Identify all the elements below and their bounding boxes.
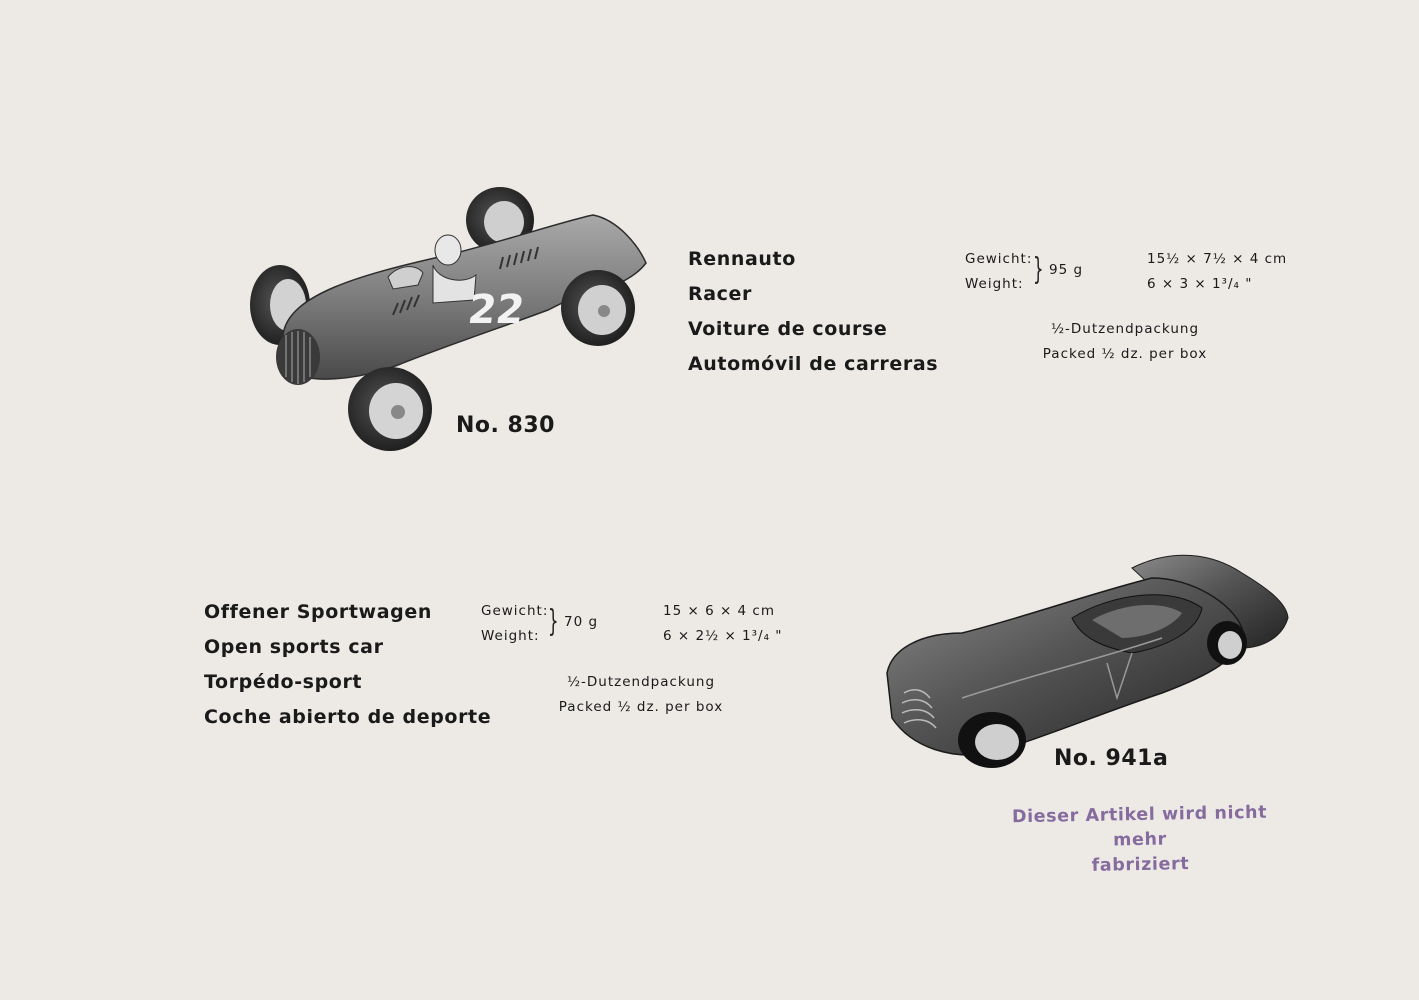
dimensions-imperial: 6 × 2½ × 1³/₄ " [663, 627, 783, 644]
name-french: Voiture de course [688, 318, 888, 340]
packing-english: Packed ½ dz. per box [558, 698, 724, 715]
product-830-image [248, 185, 648, 455]
name-spanish: Automóvil de carreras [688, 353, 939, 375]
dimensions [663, 599, 783, 648]
stamp-line-1: Dieser Artikel wird nicht mehr [1011, 802, 1268, 851]
weight-value: 95 g [1049, 262, 1084, 278]
packing-german: ½-Dutzendpackung [566, 674, 716, 690]
product-number: No. 830 [456, 413, 555, 438]
name-english: Racer [688, 283, 752, 305]
packing-info [516, 670, 766, 719]
name-french: Torpédo-sport [204, 671, 363, 693]
name-german: Offener Sportwagen [204, 601, 432, 623]
brace-icon: } [548, 604, 559, 639]
dimensions-metric: 15½ × 7½ × 4 cm [1147, 251, 1288, 267]
product-names-list [688, 242, 938, 382]
discontinued-stamp [984, 800, 1295, 880]
name-spanish: Coche abierto de deporte [204, 706, 492, 728]
car-number-decal: 22 [465, 287, 528, 333]
racing-car-icon [248, 185, 648, 455]
product-number: No. 941a [1054, 746, 1169, 771]
brace-icon: } [1033, 252, 1044, 287]
dimensions-imperial: 6 × 3 × 1³/₄ " [1147, 275, 1253, 292]
dimensions [1147, 247, 1287, 296]
stamp-line-2: fabriziert [1091, 854, 1190, 876]
dimensions-metric: 15 × 6 × 4 cm [663, 603, 776, 619]
weight-label-german: Gewicht: [965, 251, 1033, 267]
name-english: Open sports car [204, 636, 384, 658]
packing-info [1000, 317, 1250, 366]
product-names-list [204, 595, 491, 735]
packing-german: ½-Dutzendpackung [1050, 321, 1200, 337]
weight-label-english: Weight: [965, 275, 1024, 292]
weight-label-english: Weight: [481, 627, 540, 644]
weight-labels [481, 599, 548, 648]
weight-value: 70 g [564, 614, 599, 630]
weight-label-german: Gewicht: [481, 603, 549, 619]
weight-labels [965, 247, 1032, 296]
name-german: Rennauto [688, 248, 796, 270]
sports-car-icon [882, 548, 1290, 773]
packing-english: Packed ½ dz. per box [1042, 345, 1208, 362]
product-941a-image [882, 548, 1290, 773]
